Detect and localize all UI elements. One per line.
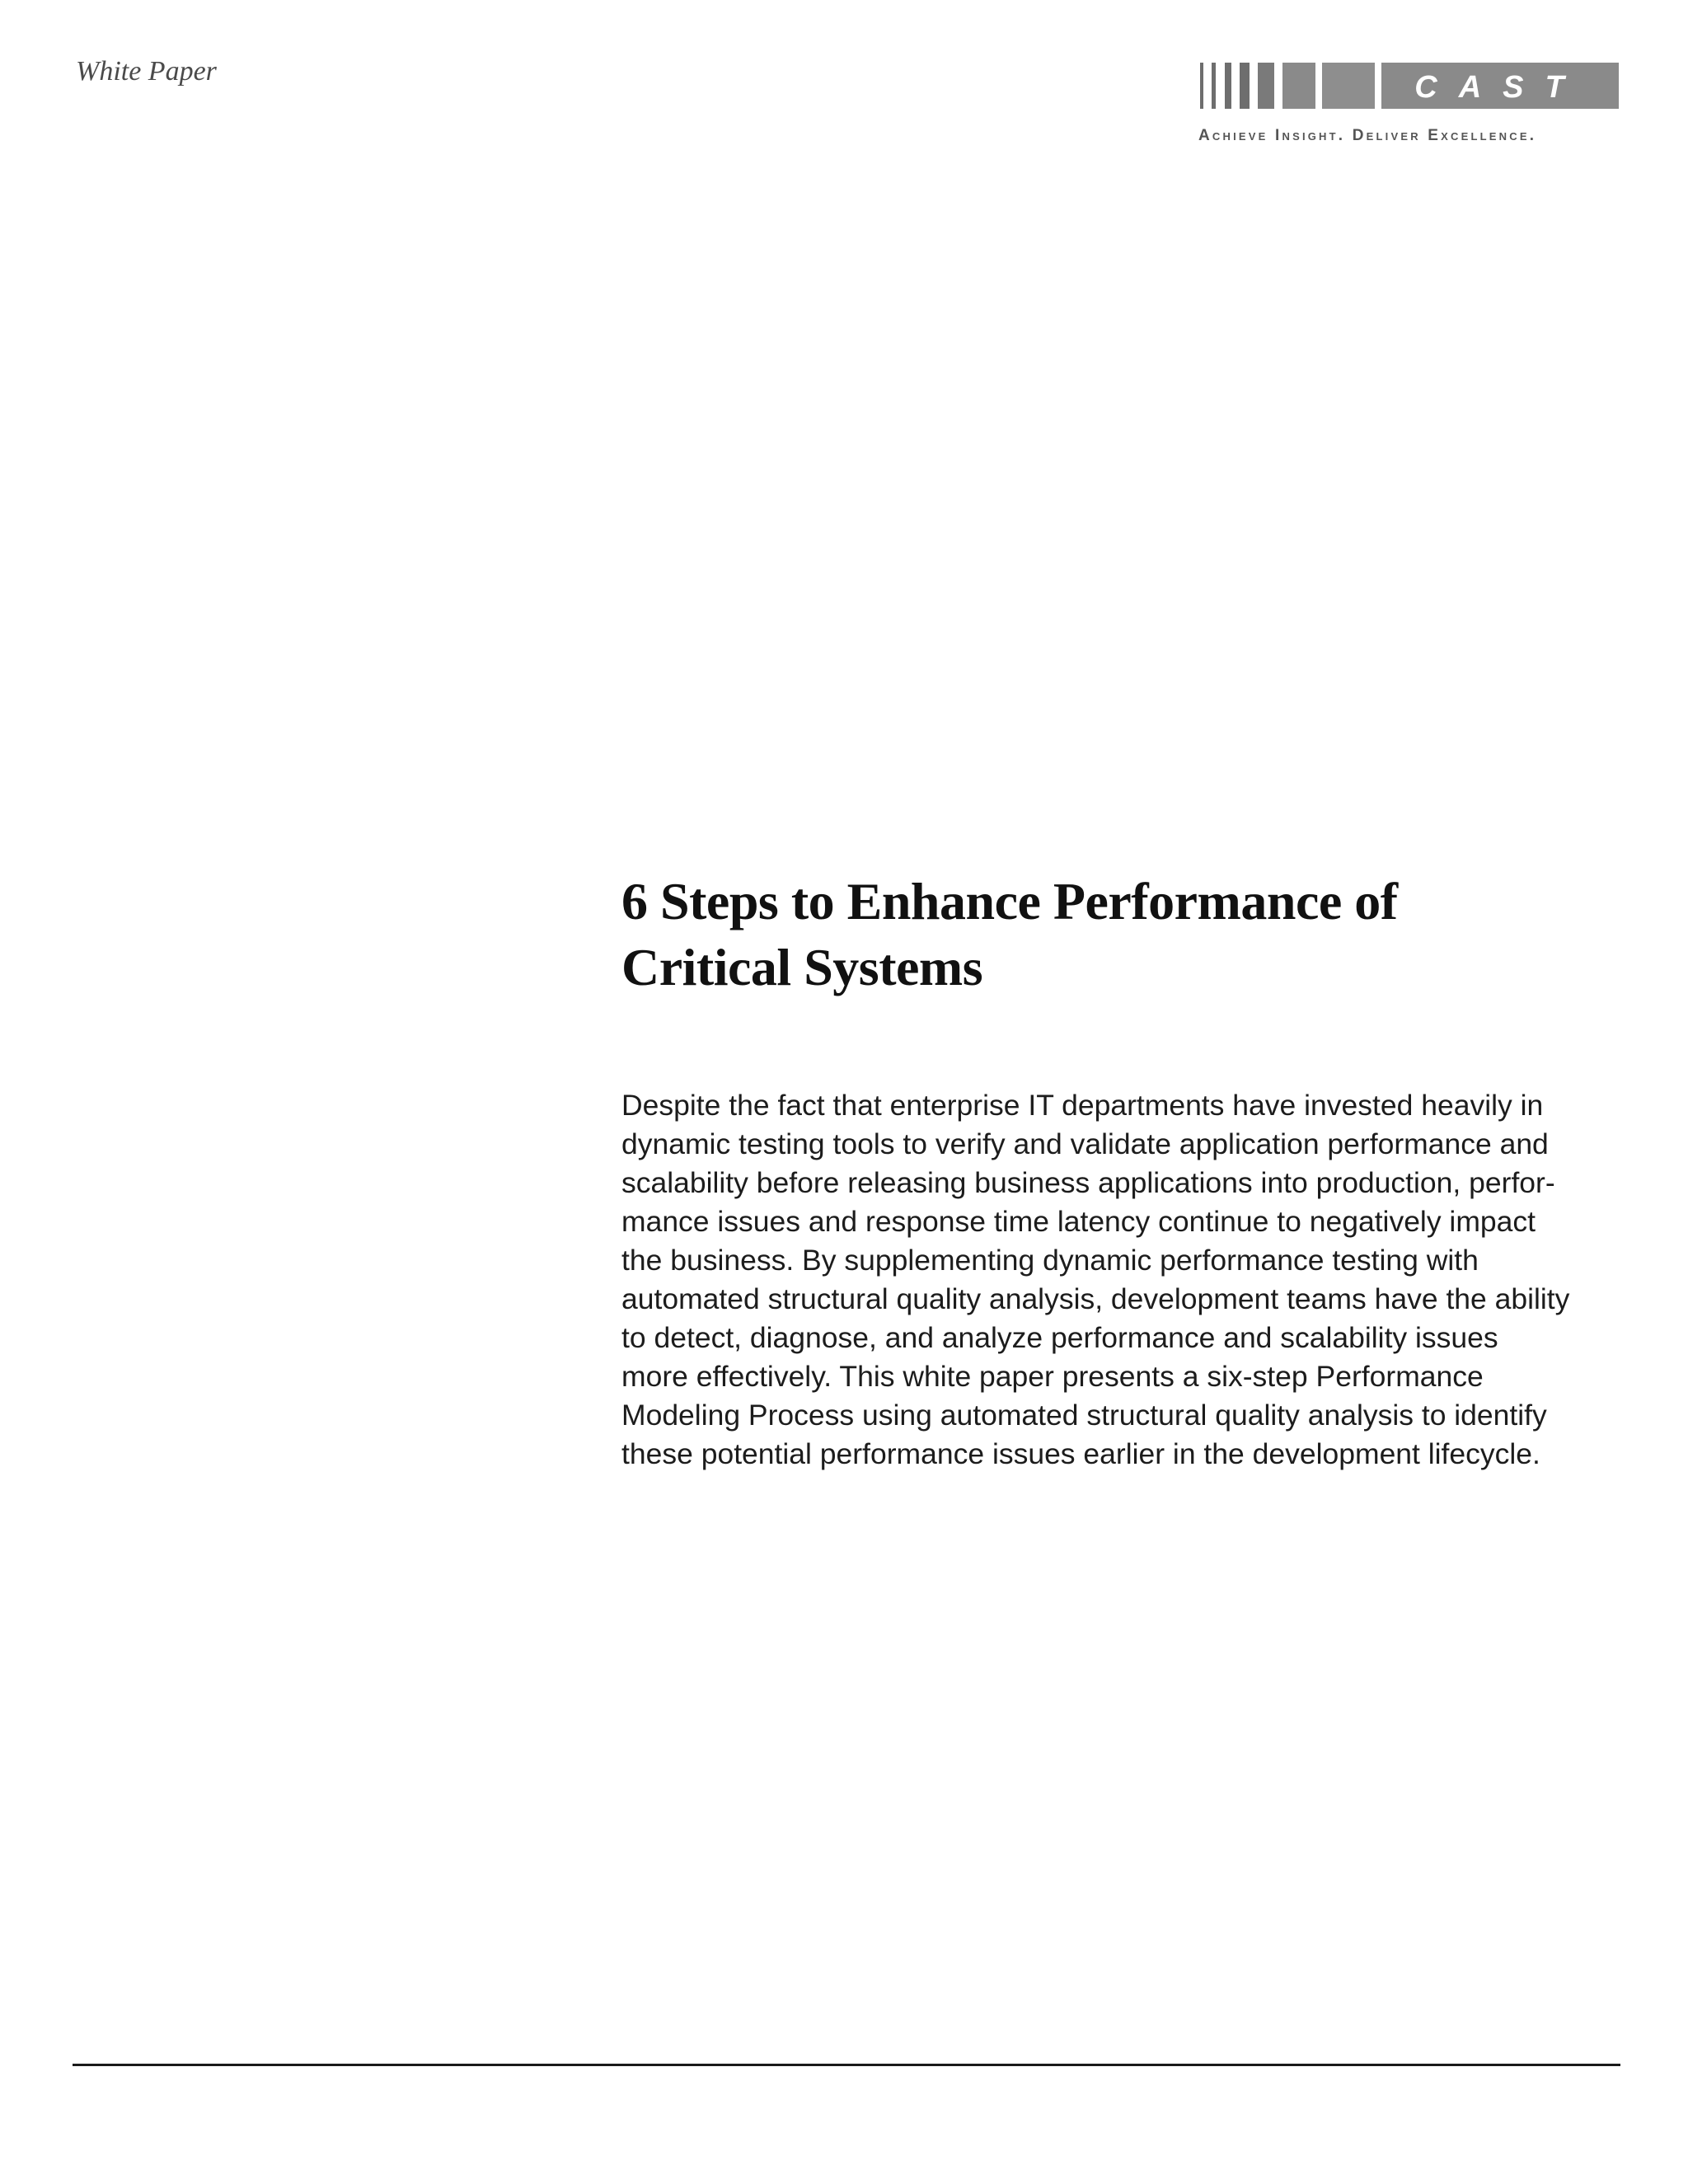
abstract-line: automated structural quality analysis, development teams have the ability — [621, 1282, 1570, 1315]
title-line: 6 Steps to Enhance Performance of — [621, 872, 1398, 930]
abstract-line: the business. By supplementing dynamic performance testing with — [621, 1244, 1479, 1277]
abstract-line: scalability before releasing business applications into production, perfor- — [621, 1166, 1555, 1199]
title-line: Critical Systems — [621, 938, 983, 996]
logo-tagline: Achieve Insight. Deliver Excellence. — [1198, 127, 1537, 144]
abstract-line: dynamic testing tools to verify and validate application performance and — [621, 1127, 1549, 1160]
abstract-line: mance issues and response time latency continue to negatively impact — [621, 1205, 1536, 1238]
abstract-line: Modeling Process using automated structural quality analysis to identify — [621, 1399, 1547, 1432]
abstract-line: more effectively. This white paper presents a six-step Performance — [621, 1360, 1484, 1393]
document-type-label: White Paper — [76, 56, 217, 87]
cast-logo — [1197, 61, 1620, 152]
footer-divider — [73, 2064, 1620, 2066]
abstract-line: to detect, diagnose, and analyze performance and scalability issues — [621, 1321, 1498, 1354]
abstract-line: Despite the fact that enterprise IT departments have invested heavily in — [621, 1089, 1544, 1122]
abstract-line: these potential performance issues earlier in the development lifecycle. — [621, 1437, 1540, 1470]
abstract-paragraph — [621, 1086, 1619, 1474]
logo-wordmark: CAST — [1414, 70, 1586, 105]
document-title — [621, 869, 1611, 1001]
